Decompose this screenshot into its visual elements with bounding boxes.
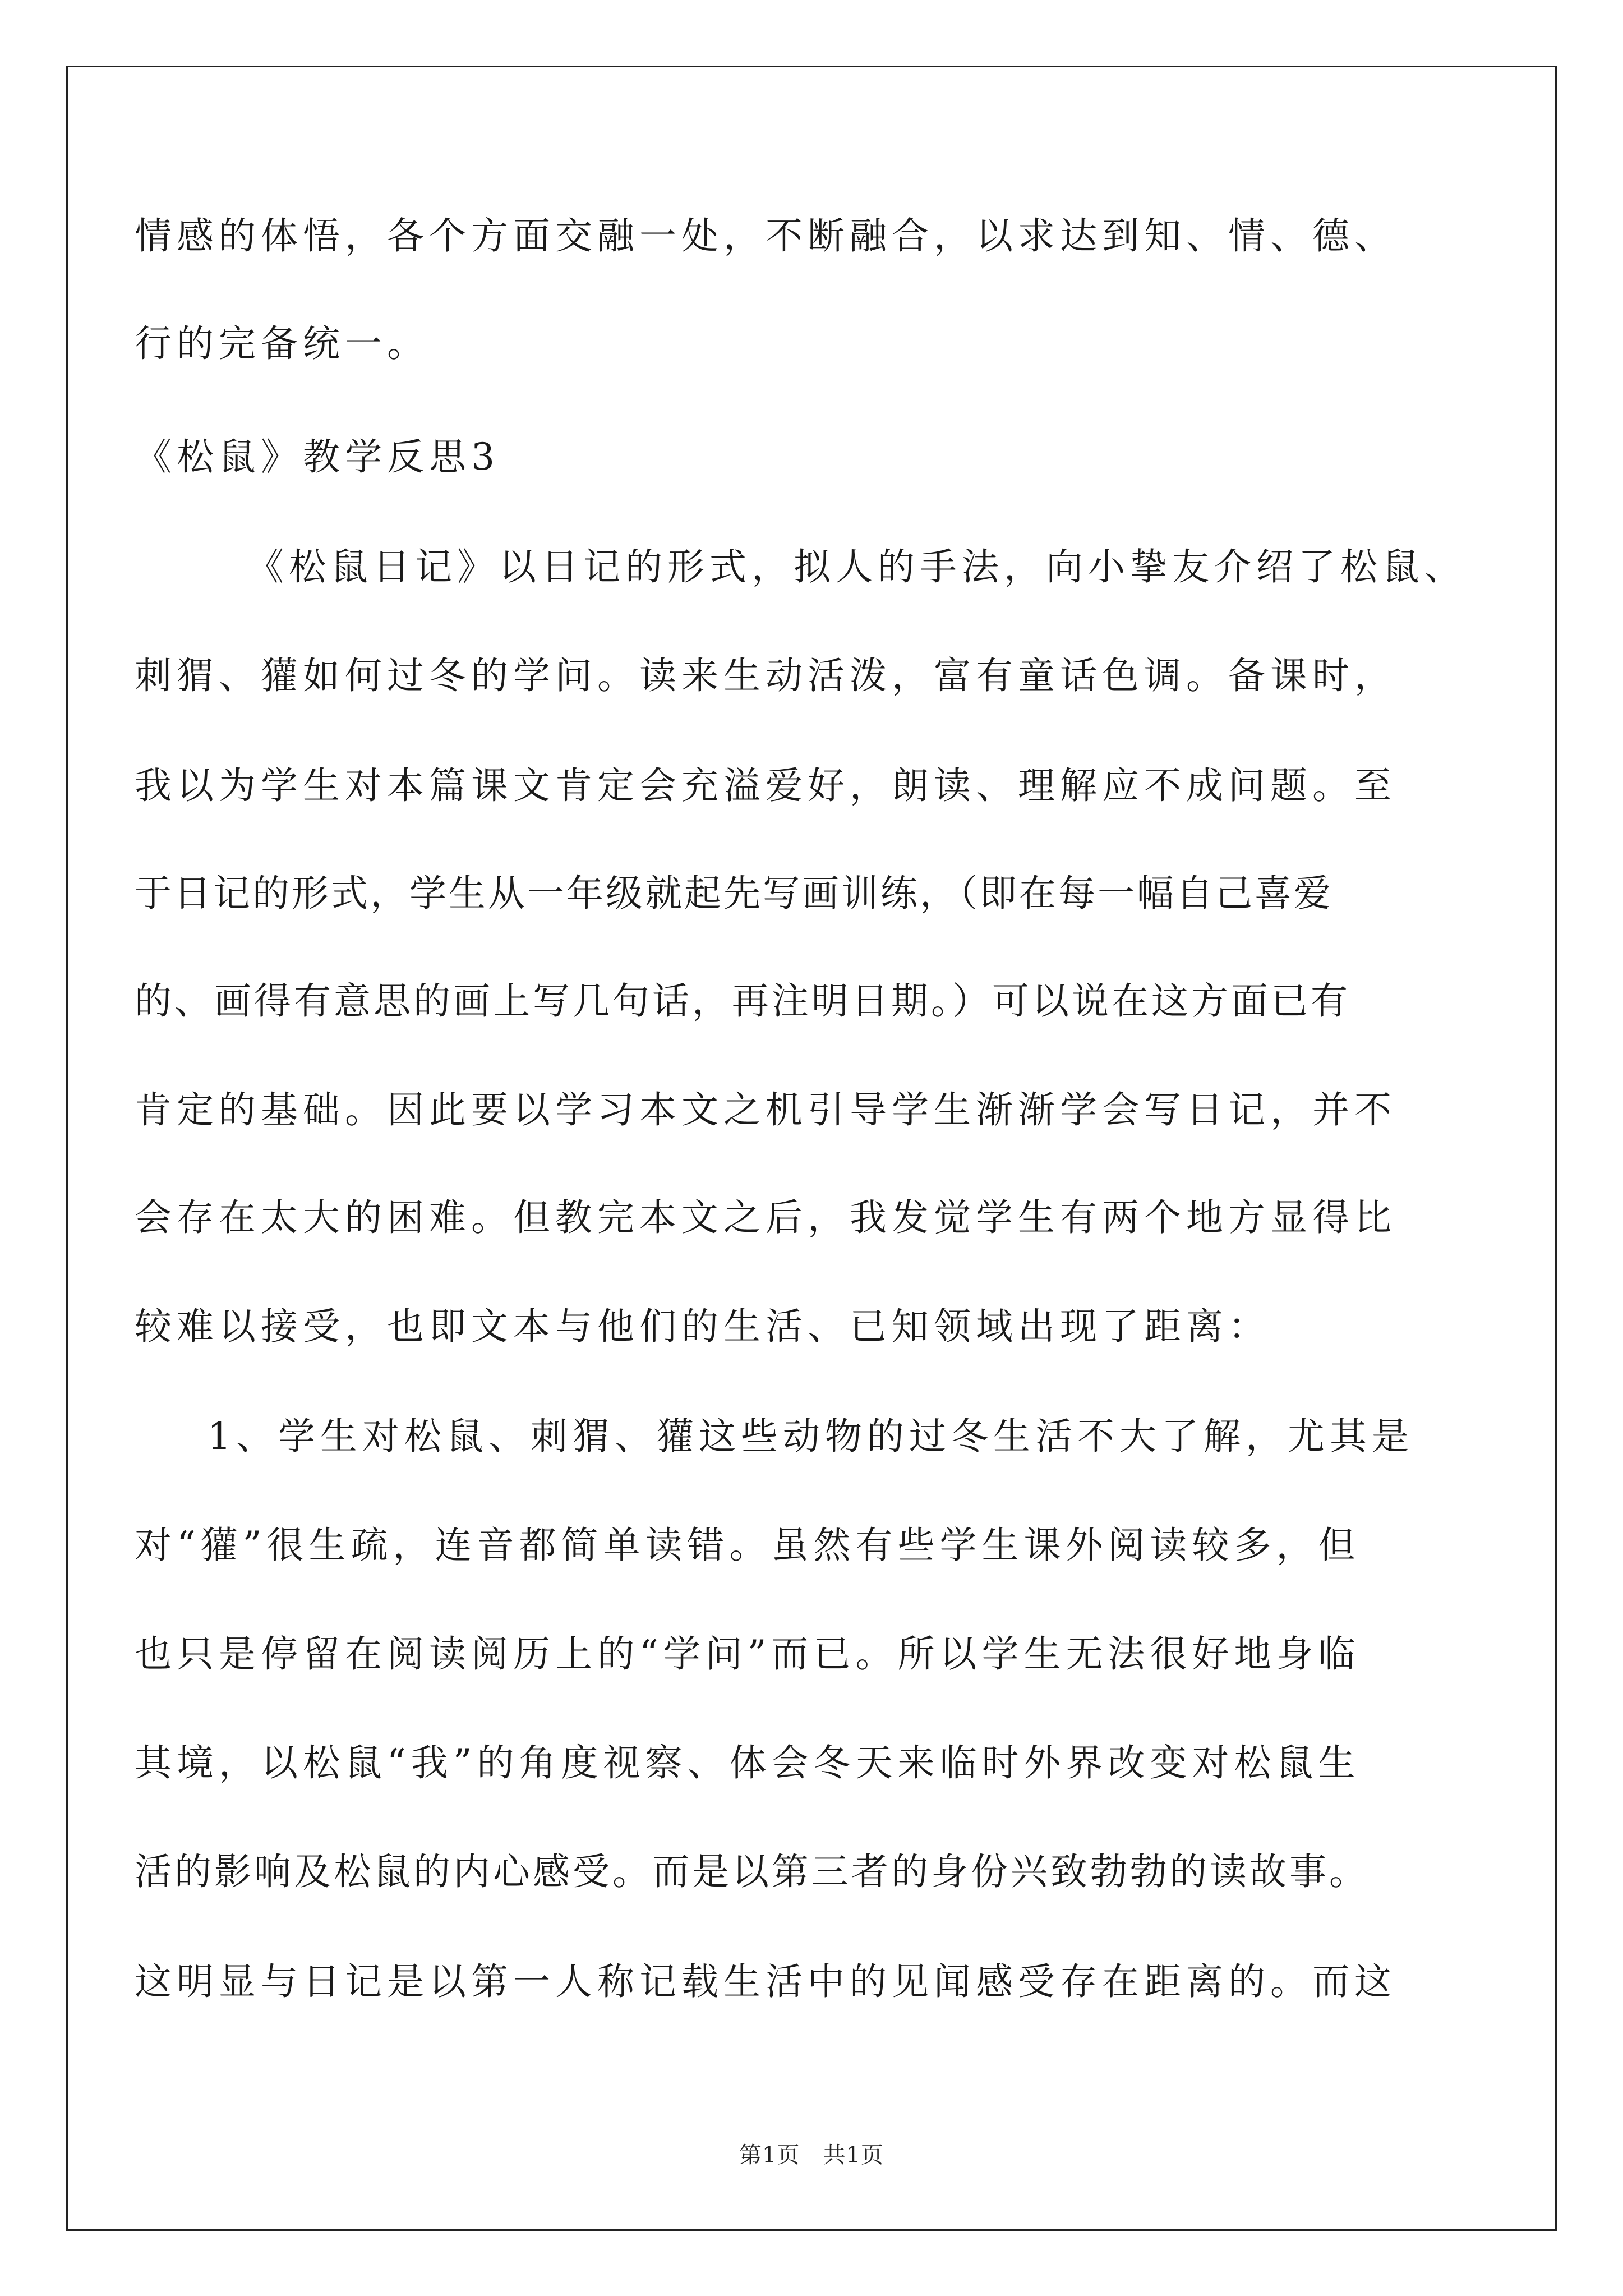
page-number: 第1页 共1页 (739, 2142, 884, 2168)
paragraph-line: 这明显与日记是以第一人称记载生活中的见闻感受存在距离的。而这 (135, 1960, 1396, 2003)
paragraph-line: 会存在太大的困难。但教完本文之后，我发觉学生有两个地方显得比 (135, 1196, 1396, 1239)
paragraph-line: 行的完备统一。 (135, 322, 429, 365)
paragraph-line: 情感的体悟，各个方面交融一处，不断融合，以求达到知、情、德、 (135, 214, 1396, 257)
paragraph-line: 对“獾”很生疏，连音都简单读错。虽然有些学生课外阅读较多，但 (135, 1524, 1361, 1567)
paragraph-line: 也只是停留在阅读阅历上的“学问”而已。所以学生无法很好地身临 (135, 1632, 1361, 1676)
paragraph-line: 于日记的形式，学生从一年级就起先写画训练，（即在每一幅自己喜爱 (135, 872, 1333, 915)
paragraph-line: 其境，以松鼠“我”的角度视察、体会冬天来临时外界改变对松鼠生 (135, 1741, 1361, 1784)
paragraph-line: 的、画得有意思的画上写几句话，再注明日期。）可以说在这方面已有 (135, 979, 1350, 1023)
paragraph-line: 我以为学生对本篇课文肯定会充溢爱好，朗读、理解应不成问题。至 (135, 764, 1396, 807)
paragraph-line: 肯定的基础。因此要以学习本文之机引导学生渐渐学会写日记，并不 (135, 1088, 1396, 1131)
paragraph-line: 刺猬、獾如何过冬的学问。读来生动活泼，富有童话色调。备课时， (135, 654, 1396, 697)
paragraph-line: 《松鼠日记》以日记的形式，拟人的手法，向小挚友介绍了松鼠、 (247, 545, 1467, 588)
list-item-line: 1、学生对松鼠、刺猬、獾这些动物的过冬生活不大了解，尤其是 (208, 1415, 1414, 1458)
paragraph-line: 较难以接受，也即文本与他们的生活、已知领域出现了距离： (135, 1305, 1270, 1348)
section-heading: 《松鼠》教学反思3 (135, 435, 500, 478)
paragraph-line: 活的影响及松鼠的内心感受。而是以第三者的身份兴致勃勃的读故事。 (135, 1850, 1369, 1893)
page-border (66, 66, 1557, 2231)
